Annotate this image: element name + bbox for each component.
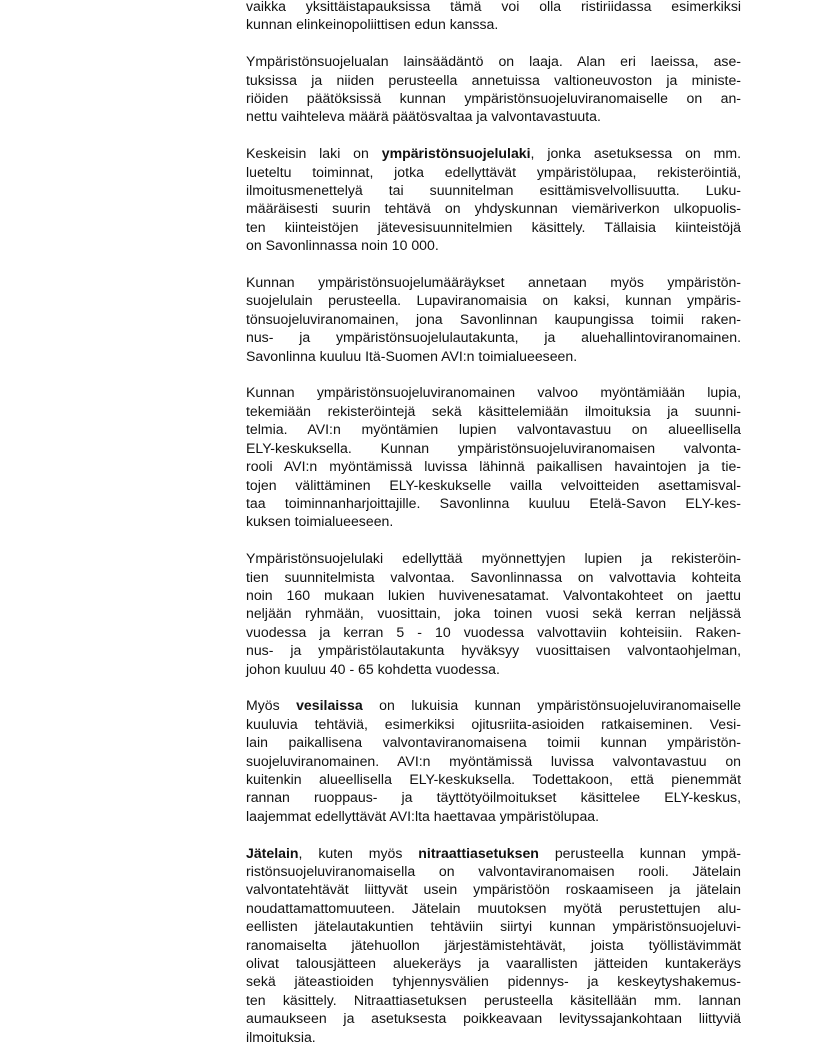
text-run: sekä jäteastioiden tyhjennysvälien pidennys- ja keskeytyshakemus- (246, 973, 741, 990)
text-line (246, 1028, 741, 1046)
text-line (246, 568, 741, 586)
text-run: riöiden päätöksissä kunnan ympäristönsuojeluviranomaiselle on an- (246, 90, 741, 107)
text-run: ranomaiselta jätehuollon järjestämistehtävät, joista työllistävimmät (246, 936, 741, 953)
text-run: , jonka asetuksessa on mm. (530, 145, 742, 162)
text-run: kuuluvia tehtäviä, esimerkiksi ojitusriita-asioiden ratkaiseminen. Vesi- (246, 715, 741, 732)
text-run: tuksissa ja niiden perusteella annetuissa valtioneuvoston ja ministe- (246, 71, 741, 88)
text-run: Keskeisin laki on (246, 145, 382, 162)
text-run: on lukuisia kunnan ympäristönsuojeluviranomaiselle (362, 697, 741, 714)
bold-term: Jätelain (246, 844, 299, 861)
text-line (246, 89, 741, 107)
text-run: johon kuuluu 40 - 65 kohdetta vuodessa. (246, 660, 500, 677)
text-line (246, 310, 741, 328)
text-run: eellisten jätelautakuntien tehtäviin siirtyi kunnan ympäristönsuojeluvi- (246, 918, 741, 935)
text-line (246, 844, 741, 862)
text-line (246, 144, 741, 162)
text-line (246, 439, 741, 457)
text-run: tönsuojeluviranomainen, jona Savonlinnan kaupungissa toimii raken- (246, 310, 741, 327)
text-run: lain paikallisena valvontaviranomaisena toimii kunnan ympäristön- (246, 734, 741, 751)
paragraph (246, 273, 741, 365)
text-run: neljään ryhmään, vuosittain, joka toinen vuosi sekä kerran neljässä (246, 605, 741, 622)
text-run: ten kiinteistöjen jätevesisuunnitelmien käsittely. Tällaisia kiinteistöjä (246, 218, 741, 235)
text-line (246, 623, 741, 641)
paragraph (246, 696, 741, 825)
text-run: tekemiään rekisteröintejä sekä käsittelemiään ilmoituksia ja suunni- (246, 402, 741, 419)
text-run: kuitenkin alueellisella ELY-keskuksella. Todettakoon, että pienemmät (246, 770, 741, 787)
text-run: laajemmat edellyttävät AVI:lta haettavaa ympäristölupaa. (246, 807, 600, 824)
text-run: on Savonlinnassa noin 10 000. (246, 237, 439, 254)
text-run: Kunnan ympäristönsuojelumääräykset annetaan myös ympäristön- (246, 274, 741, 291)
text-line (246, 788, 741, 806)
text-line (246, 1009, 741, 1027)
text-run: vaikka yksittäistapauksissa tämä voi olla ristiriidassa esimerkiksi (246, 0, 741, 14)
text-line (246, 15, 741, 33)
text-run: tien suunnitelmista valvontaa. Savonlinnassa on valvottavia kohteita (246, 568, 741, 585)
text-line (246, 476, 741, 494)
text-run: olivat talousjätteen aluekeräys ja vaarallisten jätteiden kuntakeräys (246, 955, 741, 972)
text-run: noin 160 mukaan lukien huvivenesatamat. Valvontakohteet on jaettu (246, 586, 741, 603)
text-line (246, 862, 741, 880)
text-line (246, 512, 741, 530)
text-line (246, 71, 741, 89)
paragraph (246, 0, 741, 34)
text-run: taa toiminnanharjoittajille. Savonlinna kuuluu Etelä-Savon ELY-kes- (246, 494, 741, 511)
text-line (246, 954, 741, 972)
text-run: valvontatehtävät liittyvät usein ympäristöön roskaamiseen ja jätelain (246, 881, 741, 898)
text-run: ilmoituksia. (246, 1028, 316, 1045)
text-run: ilmoitusmenettelyä tai suunnitelman esittämisvelvollisuutta. Luku- (246, 182, 741, 199)
text-run: kuksen toimialueeseen. (246, 513, 394, 530)
text-line (246, 936, 741, 954)
text-line (246, 181, 741, 199)
text-line (246, 273, 741, 291)
text-line (246, 199, 741, 217)
text-run: telmia. AVI:n myöntämien lupien valvontavastuu on alueellisella (246, 421, 741, 438)
text-run: Kunnan ympäristönsuojeluviranomainen valvoo myöntämiään lupia, (246, 384, 741, 401)
text-run: nettu vaihteleva määrä päätösvaltaa ja valvontavastuuta. (246, 108, 601, 125)
text-line (246, 107, 741, 125)
text-line (246, 291, 741, 309)
text-line (246, 641, 741, 659)
paragraph (246, 844, 741, 1046)
text-run: rannan ruoppaus- ja täyttötyöilmoitukset käsittelee ELY-keskus, (246, 789, 741, 806)
text-line (246, 770, 741, 788)
text-line (246, 880, 741, 898)
text-line (246, 0, 741, 15)
text-line (246, 383, 741, 401)
text-line (246, 807, 741, 825)
text-run: suojelulain perusteella. Lupaviranomaisia on kaksi, kunnan ympäris- (246, 292, 741, 309)
text-line (246, 899, 741, 917)
text-run: lueteltu toiminnat, jotka edellyttävät ympäristölupaa, rekisteröintiä, (246, 163, 741, 180)
text-run: Myös (246, 697, 297, 714)
document-page (246, 0, 741, 1064)
text-run: ten käsittely. Nitraattiasetuksen perusteella käsitellään mm. lannan (246, 991, 741, 1008)
paragraph (246, 549, 741, 678)
text-line (246, 420, 741, 438)
text-line (246, 218, 741, 236)
text-line (246, 972, 741, 990)
text-run: ELY-keskuksella. Kunnan ympäristönsuojeluviranomaisen valvonta- (246, 439, 741, 456)
text-run: nus- ja ympäristönsuojelulautakunta, ja aluehallintoviranomainen. (246, 329, 741, 346)
text-run: kunnan elinkeinopoliittisen edun kanssa. (246, 16, 499, 33)
text-line (246, 604, 741, 622)
text-line (246, 696, 741, 714)
text-line (246, 660, 741, 678)
text-line (246, 549, 741, 567)
text-run: ristönsuojeluviranomaisella on valvontaviranomaisen rooli. Jätelain (246, 862, 741, 879)
text-run: suojeluviranomainen. AVI:n myöntämissä luvissa valvontavastuu on (246, 752, 741, 769)
text-run: Ympäristönsuojelulaki edellyttää myönnettyjen lupien ja rekisteröin- (246, 550, 741, 567)
document-body (246, 0, 741, 1046)
text-run: perusteella kunnan ympä- (538, 844, 741, 861)
text-line (246, 715, 741, 733)
text-line (246, 494, 741, 512)
text-line (246, 347, 741, 365)
text-run: nus- ja ympäristölautakunta hyväksyy vuosittaisen valvontaohjelman, (246, 642, 741, 659)
text-line (246, 163, 741, 181)
text-run: Savonlinna kuuluu Itä-Suomen AVI:n toimialueeseen. (246, 347, 578, 364)
text-line (246, 917, 741, 935)
bold-term: nitraattiasetuksen (418, 844, 539, 861)
bold-term: ympäristönsuojelulaki (381, 145, 531, 162)
text-run: Ympäristönsuojelualan lainsäädäntö on laaja. Alan eri laeissa, ase- (246, 53, 741, 70)
text-line (246, 52, 741, 70)
text-run: määräisesti suurin tehtävä on yhdyskunnan viemäriverkon ulkopuolis- (246, 200, 741, 217)
text-line (246, 991, 741, 1009)
paragraph (246, 383, 741, 530)
text-line (246, 402, 741, 420)
text-run: rooli AVI:n myöntämissä luvissa lähinnä paikallisen havaintojen ja tie- (246, 458, 741, 475)
paragraph (246, 144, 741, 254)
text-line (246, 586, 741, 604)
text-line (246, 752, 741, 770)
text-run: , kuten myös (298, 844, 419, 861)
text-line (246, 457, 741, 475)
text-run: vuodessa ja kerran 5 - 10 vuodessa valvottaviin kohteisiin. Raken- (246, 623, 741, 640)
text-line (246, 236, 741, 254)
text-line (246, 328, 741, 346)
text-run: aumaukseen ja asetuksesta poikkeavaan levityssajankohtaan liittyviä (246, 1010, 741, 1027)
bold-term: vesilaissa (296, 697, 363, 714)
text-run: noudattamattomuuteen. Jätelain muutoksen myötä perustettujen alu- (246, 899, 741, 916)
paragraph (246, 52, 741, 126)
text-line (246, 733, 741, 751)
text-run: tojen välittäminen ELY-keskukselle vailla velvoitteiden asettamisval- (246, 476, 741, 493)
